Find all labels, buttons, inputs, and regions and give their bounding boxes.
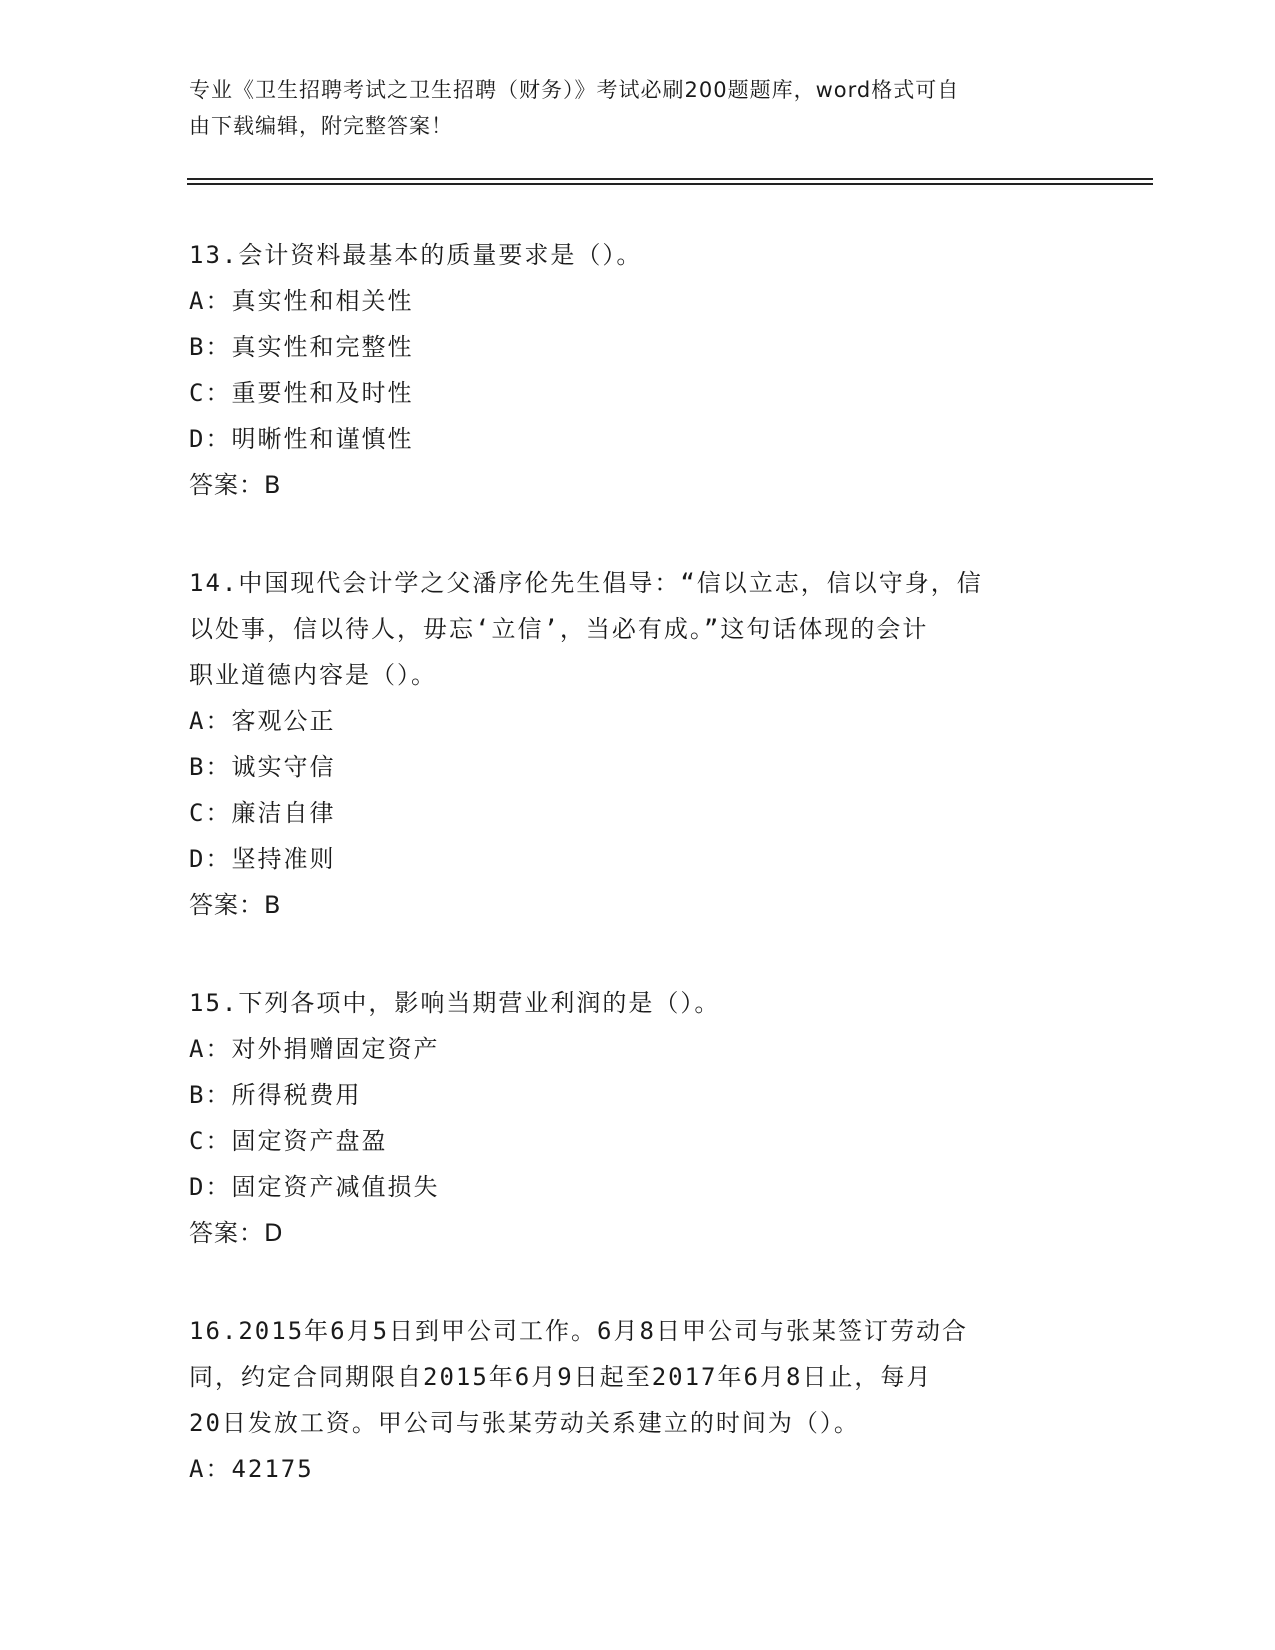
header-line-2: 由下载编辑，附完整答案！ bbox=[189, 114, 453, 138]
document-header bbox=[189, 72, 1069, 144]
question-list bbox=[189, 232, 1069, 1492]
question-text-line: 同，约定合同期限自2015年6月9日起至2017年6月8日止，每月 bbox=[189, 1363, 933, 1391]
answer: 答案：D bbox=[189, 1219, 284, 1247]
question-16 bbox=[189, 1308, 1069, 1492]
option-a: A：客观公正 bbox=[189, 707, 336, 735]
answer: 答案：B bbox=[189, 471, 282, 499]
question-13 bbox=[189, 232, 1069, 508]
option-b: B：所得税费用 bbox=[189, 1081, 362, 1109]
option-a: A：对外捐赠固定资产 bbox=[189, 1035, 440, 1063]
option-a: A：真实性和相关性 bbox=[189, 287, 414, 315]
question-text bbox=[189, 560, 1069, 698]
question-text-line: 15.下列各项中，影响当期营业利润的是（）。 bbox=[189, 989, 721, 1017]
header-line-1: 专业《卫生招聘考试之卫生招聘（财务）》考试必刷200题题库，word格式可自 bbox=[189, 78, 960, 102]
option-c: C：重要性和及时性 bbox=[189, 379, 414, 407]
question-text-line: 14.中国现代会计学之父潘序伦先生倡导：“信以立志，信以守身，信 bbox=[189, 569, 983, 597]
header-divider-top bbox=[187, 178, 1153, 180]
option-d: D：固定资产减值损失 bbox=[189, 1173, 440, 1201]
option-b: B：真实性和完整性 bbox=[189, 333, 414, 361]
option-d: D：明晰性和谨慎性 bbox=[189, 425, 414, 453]
option-c: C：固定资产盘盈 bbox=[189, 1127, 388, 1155]
question-14 bbox=[189, 560, 1069, 928]
question-15 bbox=[189, 980, 1069, 1256]
answer: 答案：B bbox=[189, 891, 282, 919]
question-text-line: 20日发放工资。甲公司与张某劳动关系建立的时间为（）。 bbox=[189, 1409, 860, 1437]
question-text bbox=[189, 232, 1069, 278]
header-divider-bottom bbox=[187, 183, 1153, 185]
option-d: D：坚持准则 bbox=[189, 845, 336, 873]
question-text bbox=[189, 1308, 1069, 1446]
question-text-line: 16.2015年6月5日到甲公司工作。6月8日甲公司与张某签订劳动合 bbox=[189, 1317, 968, 1345]
option-b: B：诚实守信 bbox=[189, 753, 336, 781]
option-a: A：42175 bbox=[189, 1455, 314, 1483]
question-text bbox=[189, 980, 1069, 1026]
option-c: C：廉洁自律 bbox=[189, 799, 336, 827]
question-text-line: 职业道德内容是（）。 bbox=[189, 661, 437, 689]
question-text-line: 13.会计资料最基本的质量要求是（）。 bbox=[189, 241, 643, 269]
question-text-line: 以处事，信以待人，毋忘‘立信’，当必有成。”这句话体现的会计 bbox=[189, 615, 929, 643]
